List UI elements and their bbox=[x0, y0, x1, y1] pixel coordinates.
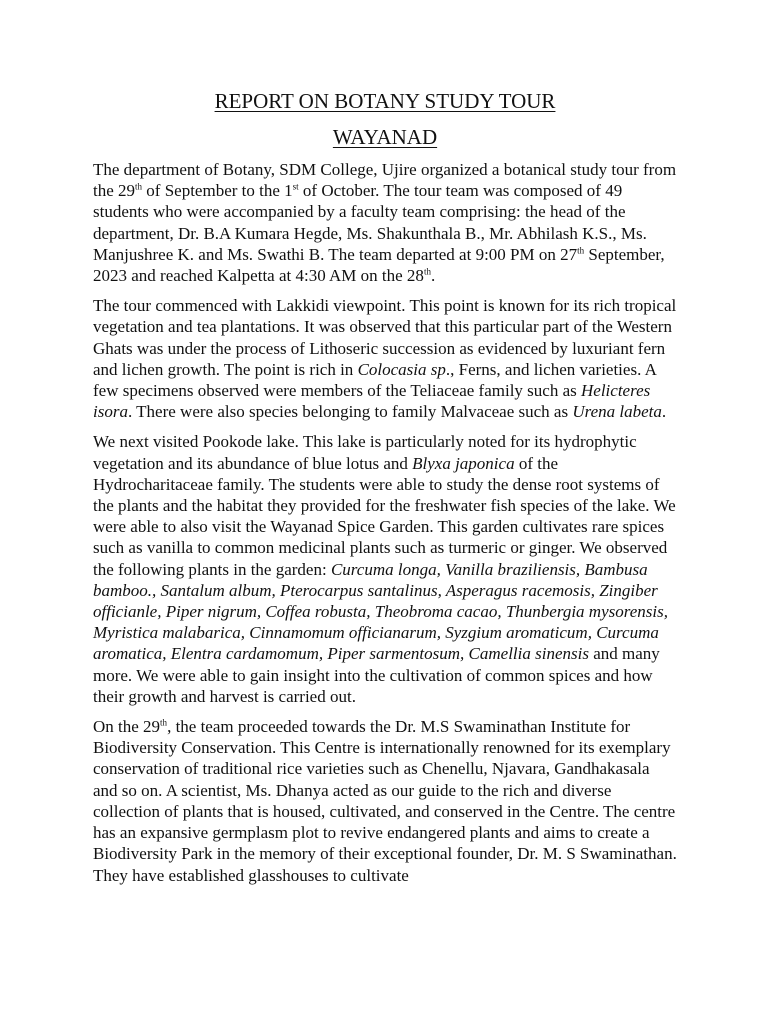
text-run: ., Ferns, and lichen varieties. A few specimens observed were members of the Teliaceae family such as bbox=[93, 359, 656, 401]
ordinal-suffix: th bbox=[135, 181, 143, 192]
text-run: . bbox=[430, 266, 436, 286]
species-name: Curcuma longa, Vanilla braziliensis, Bambusa bamboo., Santalum album, Pterocarpus santalinus, Asperagus racemosis, Zingiber officianle, Piper nigrum, Coffea robusta, Theobroma cacao, Thunbergia mysorensis, Myristica malabarica, Cinnamomum officianarum, Syzgium aromaticum, Curcuma aromatica, Elentra cardamomum, Piper sarmentosum, Camellia sinensis bbox=[93, 559, 668, 664]
report-subtitle-location: WAYANAD bbox=[332, 125, 438, 149]
species-name: Urena labeta bbox=[572, 402, 662, 422]
text-run: The department of Botany, SDM College, Ujire organized a botanical study tour from the 29 bbox=[93, 160, 677, 201]
text-run: , the team proceeded towards the Dr. M.S Swaminathan Institute for Biodiversity Conservation. This Centre is internationally renowned for its exemplary conservation of traditional rice varieties such as Chenellu, Njavara, Gandhakasala and so on. A scientist, Ms. Dhanya acted as our guide to the rich and diverse collection of plants that is housed, cultivated, and conserved in the Centre. The centre has an expansive germplasm plot to revive endangered plants and aims to create a Biodiversity Park in the memory of their exceptional founder, Dr. M. S Swaminathan. They have established glasshouses to cultivate bbox=[93, 717, 677, 885]
text-run: and many more. We were able to gain insight into the cultivation of common spices and how their growth and harvest is carried out. bbox=[93, 644, 660, 706]
ordinal-suffix: th bbox=[423, 266, 431, 277]
paragraph-4 bbox=[93, 716, 677, 886]
paragraph-1 bbox=[93, 159, 677, 286]
title-block bbox=[93, 88, 677, 150]
paragraph-3 bbox=[93, 431, 677, 707]
text-run: On the 29 bbox=[93, 717, 161, 737]
species-name: Helicteres isora bbox=[93, 381, 651, 422]
text-run: We next visited Pookode lake. This lake is particularly noted for its hydrophytic vegetation and its abundance of blue lotus and bbox=[93, 432, 637, 473]
text-run: of the Hydrocharitaceae family. The students were able to study the dense root systems of the plants and the habitat they provided for the freshwater fish species of the lake. We were able to also visit the Wayanad Spice Garden. This garden cultivates rare spices such as vanilla to common medicinal plants such as turmeric or ginger. We observed the following plants in the garden: bbox=[93, 453, 676, 579]
ordinal-suffix: st bbox=[292, 181, 299, 192]
report-title: REPORT ON BOTANY STUDY TOUR bbox=[214, 89, 556, 113]
report-body bbox=[93, 159, 677, 886]
text-run: . There were also species belonging to family Malvaceae such as bbox=[127, 402, 573, 422]
ordinal-suffix: th bbox=[577, 245, 585, 256]
document-page bbox=[93, 88, 677, 886]
text-run: of October. The tour team was composed of 49 students who were accompanied by a faculty team comprising: the head of the department, Dr. B.A Kumara Hegde, Ms. Shakunthala B., Mr. Abhilash K.S., Ms. Manjushree K. and Ms. Swathi B. The team departed at 9:00 PM on 27 bbox=[93, 181, 647, 264]
text-run: The tour commenced with Lakkidi viewpoint. This point is known for its rich tropical vegetation and tea plantations. It was observed that this particular part of the Western Ghats was under the process of Lithoseric succession as evidenced by luxuriant fern and lichen growth. The point is rich in bbox=[93, 296, 677, 379]
paragraph-2 bbox=[93, 295, 677, 422]
ordinal-suffix: th bbox=[160, 717, 168, 728]
species-name: Blyxa japonica bbox=[412, 453, 515, 473]
text-run: of September to the 1 bbox=[142, 181, 293, 201]
species-name: Colocasia sp bbox=[357, 359, 446, 379]
text-run: . bbox=[661, 402, 667, 422]
text-run: September, 2023 and reached Kalpetta at 4:30 AM on the 28 bbox=[93, 244, 665, 286]
